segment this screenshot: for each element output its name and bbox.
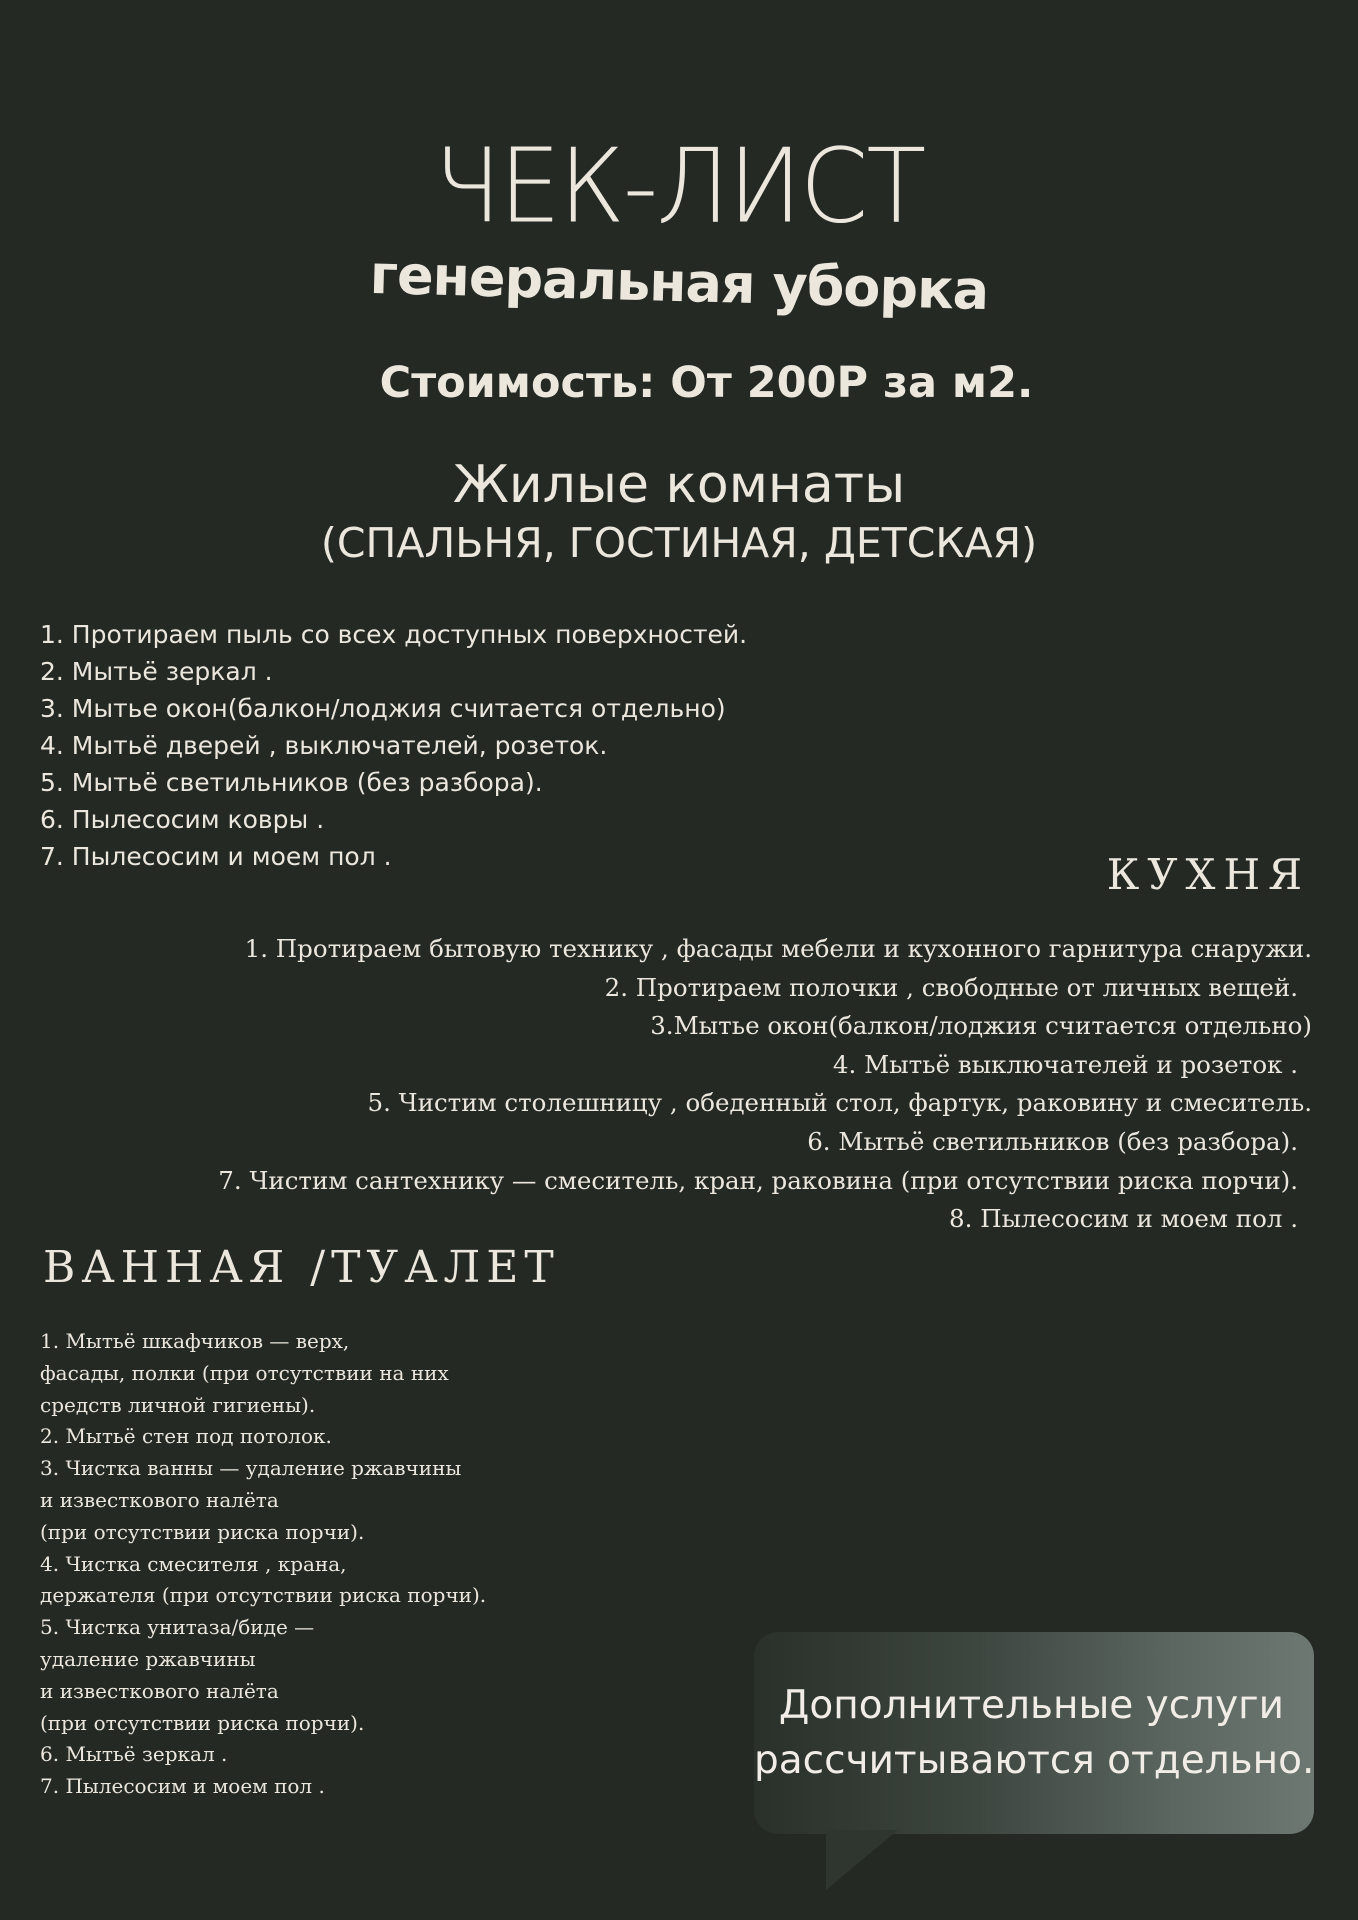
list-item: 6. Мытьё светильников (без разбора). [807, 1126, 1298, 1156]
list-item: 3. Мытье окон(балкон/лоджия считается отдельно) [40, 694, 726, 723]
note-text [754, 1678, 1314, 1788]
list-item: 1. Протираем пыль со всех доступных поверхностей. [40, 620, 748, 649]
list-item: держателя (при отсутствии риска порчи). [40, 1583, 487, 1608]
list-item: 8. Пылесосим и моем пол . [949, 1204, 1298, 1234]
list-item: 7. Пылесосим и моем пол . [40, 842, 392, 871]
list-item: 4. Мытьё дверей , выключателей, розеток. [40, 731, 608, 760]
list-item: 5. Мытьё светильников (без разбора). [40, 768, 543, 797]
list-item: 3.Мытье окон(балкон/лоджия считается отдельно) [650, 1011, 1312, 1041]
list-item: 4. Чистка смесителя , крана, [40, 1551, 347, 1576]
page-subtitle: генеральная уборка [369, 242, 989, 323]
kitchen-heading: КУХНЯ [1106, 850, 1310, 899]
list-item: 1. Мытьё шкафчиков — верх, [40, 1329, 350, 1353]
list-item: 2. Протираем полочки , свободные от личных вещей. [604, 972, 1298, 1002]
kitchen-list [112, 930, 1312, 1239]
list-item: 2. Мытьё зеркал . [40, 657, 273, 686]
list-item: удаление ржавчины [40, 1646, 256, 1671]
list-item: 6. Пылесосим ковры . [40, 805, 325, 834]
page-title: ЧЕК-ЛИСТ [433, 127, 925, 247]
list-item: 4. Мытьё выключателей и розеток . [832, 1049, 1298, 1079]
living-rooms-subheading: (СПАЛЬНЯ, ГОСТИНАЯ, ДЕТСКАЯ) [320, 519, 1038, 567]
note-line: Дополнительные услуги [778, 1683, 1284, 1728]
list-item: 3. Чистка ванны — удаление ржавчины [40, 1456, 462, 1481]
list-item: 7. Пылесосим и моем пол . [40, 1774, 325, 1799]
note-bubble-tail [826, 1830, 898, 1890]
list-item: 5. Чистим столешницу , обеденный стол, фартук, раковину и смеситель. [367, 1088, 1312, 1118]
living-rooms-list [40, 616, 940, 875]
note-line: рассчитываются отдельно. [754, 1738, 1315, 1783]
bathroom-heading: ВАННАЯ /ТУАЛЕТ [43, 1242, 560, 1293]
price-label: Стоимость: От 200Р за м2. [379, 358, 1034, 408]
list-item: 5. Чистка унитаза/биде — [40, 1615, 315, 1640]
list-item: (при отсутствии риска порчи). [40, 1710, 365, 1735]
list-item: 1. Протираем бытовую технику , фасады мебели и кухонного гарнитура снаружи. [244, 934, 1312, 963]
list-item: средств личной гигиены). [40, 1392, 316, 1417]
living-rooms-heading: Жилые комнаты [452, 455, 906, 515]
list-item: и известкового налёта [40, 1487, 279, 1512]
list-item: (при отсутствии риска порчи). [40, 1519, 365, 1544]
list-item: и известкового налёта [40, 1678, 279, 1703]
bathroom-list [40, 1326, 600, 1803]
list-item: фасады, полки (при отсутствии на них [40, 1360, 449, 1385]
list-item: 2. Мытьё стен под потолок. [40, 1424, 332, 1449]
list-item: 6. Мытьё зеркал . [40, 1742, 228, 1767]
list-item: 7. Чистим сантехнику — смеситель, кран, раковина (при отсутствии риска порчи). [218, 1165, 1298, 1195]
